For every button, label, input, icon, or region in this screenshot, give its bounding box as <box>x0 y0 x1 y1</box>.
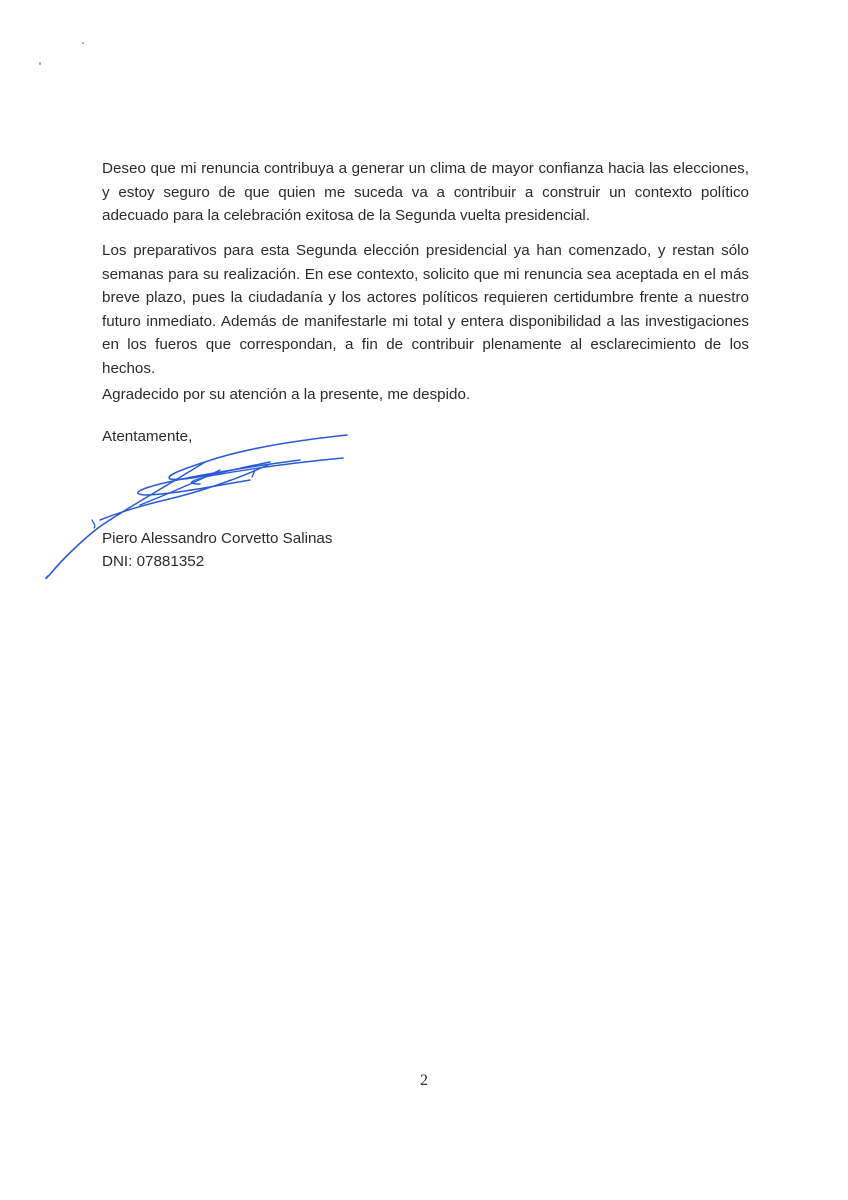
scan-speck <box>82 42 84 44</box>
signer-name: Piero Alessandro Corvetto Salinas <box>102 530 333 547</box>
paragraph-1: Deseo que mi renuncia contribuya a generar un clima de mayor confianza hacia las elecciones, y estoy seguro de que quien me suceda va a contribuir a construir un contexto político adecuado para la celebración exitosa de la Segunda vuelta presidencial. <box>102 160 749 224</box>
scan-speck <box>39 62 41 65</box>
paragraph-2: Los preparativos para esta Segunda elección presidencial ya han comenzado, y restan sólo semanas para su realización. En ese contexto, solicito que mi renuncia sea aceptada en el más breve plazo, pues la ciudadanía y los actores políticos requieren certidumbre frente a nuestro futuro inmediato. Además de manifestarle mi total y entera disponibilidad a las investigaciones en los fueros que correspondan, a fin de contribuir plenamente al esclarecimiento de los hechos. <box>102 242 749 377</box>
signer-id: DNI: 07881352 <box>102 553 205 570</box>
closing-salutation: Atentamente, <box>102 428 193 445</box>
paragraph-3: Agradecido por su atención a la presente, me despido. <box>102 386 471 403</box>
page-number: 2 <box>420 1072 428 1089</box>
